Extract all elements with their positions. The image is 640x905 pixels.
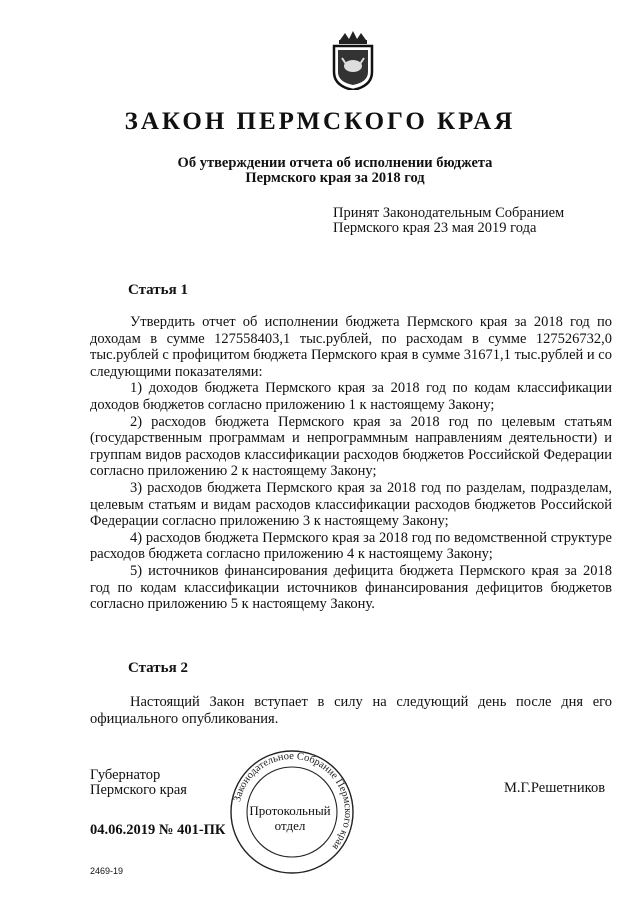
document-subtitle xyxy=(150,156,520,186)
stamp-ring-text: Законодательное Собрание Пермского края xyxy=(232,750,354,852)
stamp-inner-line-2: отдел xyxy=(274,818,306,833)
subtitle-line-2: Пермского края за 2018 год xyxy=(245,170,425,186)
document-title: ЗАКОН ПЕРМСКОГО КРАЯ xyxy=(124,108,516,135)
governor-title-line-2: Пермского края xyxy=(90,782,187,798)
coat-of-arms-emblem xyxy=(330,30,376,90)
article-1-item-2: 2) расходов бюджета Пермского края за 2018 год по целевым статьям (государственным программам и непрограммным направлениям деятельности) и группам видов расходов классификации расходов бюджетов Российской Федерации согласно приложению 2 к настоящему Закону; xyxy=(90,413,612,480)
stamp-inner-line-1: Протокольный xyxy=(249,803,331,818)
article-2-heading: Статья 2 xyxy=(128,660,188,676)
article-1-body xyxy=(90,314,612,613)
subtitle-line-1: Об утверждении отчета об исполнении бюджета xyxy=(177,155,493,171)
article-1-item-1: 1) доходов бюджета Пермского края за 2018 год по кодам классификации доходов бюджетов согласно приложению 1 к настоящему Закону; xyxy=(90,380,612,413)
article-2-text: Настоящий Закон вступает в силу на следующий день после дня его официального опубликования. xyxy=(90,694,612,727)
article-1-item-4: 4) расходов бюджета Пермского края за 2018 год по ведомственной структуре расходов бюджета согласно приложению 4 к настоящему Закону; xyxy=(90,529,612,563)
svg-text:Законодательное Собрание Пермс xyxy=(232,751,353,852)
article-1-item-5: 5) источников финансирования дефицита бюджета Пермского края за 2018 год по кодам классификации источников финансирования дефицитов бюджетов согласно приложению 5 к настоящему Закону. xyxy=(90,562,612,613)
stamp-inner-text xyxy=(244,803,336,833)
registration-code: 2469-19 xyxy=(90,866,124,876)
adoption-line-1: Принят Законодательным Собранием xyxy=(333,205,565,221)
adoption-line-2: Пермского края 23 мая 2019 года xyxy=(333,220,537,236)
governor-title-line-1: Губернатор xyxy=(90,767,161,783)
adoption-note xyxy=(333,206,564,236)
article-1-item-3: 3) расходов бюджета Пермского края за 2018 год по разделам, подразделам, целевым статьям и видам расходов классификации расходов бюджетов Российской Федерации согласно приложению 3 к настоящему Закону; xyxy=(90,479,612,530)
article-2-body xyxy=(90,694,612,727)
article-1-heading: Статья 1 xyxy=(128,282,188,298)
governor-title xyxy=(90,768,187,798)
law-date-number: 04.06.2019 № 401-ПК xyxy=(90,822,226,838)
article-1-intro: Утвердить отчет об исполнении бюджета Пермского края за 2018 год по доходам в сумме 127558403,1 тыс.рублей, по расходам в сумме 127526732,0 тыс.рублей с профицитом бюджета Пермского края в сумме 31671,1 тыс.рублей и со следующими показателями: xyxy=(90,314,612,380)
signer-name: М.Г.Решетников xyxy=(504,780,606,796)
